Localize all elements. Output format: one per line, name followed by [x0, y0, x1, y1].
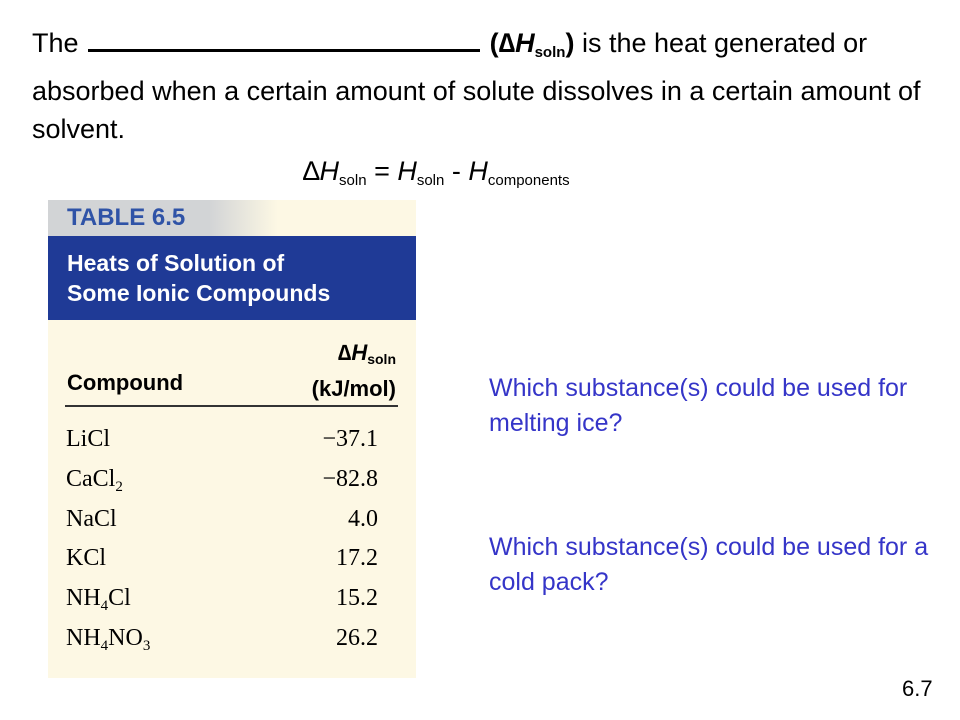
dh-value: −82.8 [322, 465, 378, 492]
table-row [66, 621, 378, 661]
table-row [66, 422, 378, 462]
compound-name: KCl [66, 545, 107, 572]
intro-lead: The [32, 28, 79, 58]
eq-lhs-sub: soln [339, 172, 367, 189]
fill-in-blank [88, 27, 480, 52]
table-row [66, 502, 378, 542]
column-header-dh [262, 338, 396, 404]
eq-equals: = [366, 156, 398, 186]
eq-minus: - [444, 156, 469, 186]
slide-number: 6.7 [902, 676, 933, 701]
dh-value: 26.2 [336, 624, 378, 651]
intro-rest: is the heat generated or absorbed when a certain amount of solute dissolves in a certain amount of solvent. [32, 28, 921, 144]
dh-value: 17.2 [336, 545, 378, 572]
header-divider [65, 405, 398, 407]
table-row [66, 541, 378, 581]
eq-mid-sub: soln [416, 172, 445, 189]
eq-delta: ∆ [303, 156, 320, 186]
enthalpy-equation [303, 152, 570, 200]
table-title-line-2: Some Ionic Compounds [67, 280, 331, 306]
col-dh-delta: ∆ [337, 340, 352, 365]
eq-rhs-sub: components [487, 172, 570, 189]
symbol-letter: H [515, 28, 535, 58]
column-header-compound: Compound [67, 370, 184, 395]
col-dh-letter: H [351, 340, 368, 365]
col-dh-unit: (kJ/mol) [311, 376, 396, 401]
table-row [66, 581, 378, 621]
dh-value: −37.1 [322, 426, 378, 452]
symbol-subscript: soln [534, 44, 566, 61]
col-dh-sub: soln [367, 351, 396, 367]
eq-lhs-letter: H [319, 156, 340, 186]
table-title-line-1: Heats of Solution of [67, 250, 285, 276]
compound-name: $NH_4Cl$ [66, 585, 131, 615]
eq-rhs-letter: H [468, 156, 488, 186]
compound-name: $NH_4NO_3$ [66, 624, 151, 654]
heats-of-solution-table [48, 200, 416, 678]
symbol-close-paren: ) [565, 28, 575, 58]
compound-name: LiCl [66, 426, 111, 452]
dh-value: 4.0 [348, 505, 378, 532]
eq-mid-letter: H [397, 156, 417, 186]
definition-text [32, 24, 932, 148]
question-melting-ice: Which substance(s) could be used for melting ice? [489, 374, 908, 437]
symbol-open-paren: ( [489, 28, 499, 58]
symbol-delta: ∆ [498, 28, 516, 58]
table-rows [66, 422, 378, 661]
table-number: TABLE 6.5 [48, 200, 278, 236]
question-cold-pack: Which substance(s) could be used for a cold pack? [489, 533, 929, 596]
table-row [66, 462, 378, 502]
dh-value: 15.2 [336, 585, 378, 612]
compound-name: NaCl [66, 505, 117, 532]
table-title [48, 236, 416, 320]
compound-name: CaCl$_2$ [66, 465, 123, 495]
